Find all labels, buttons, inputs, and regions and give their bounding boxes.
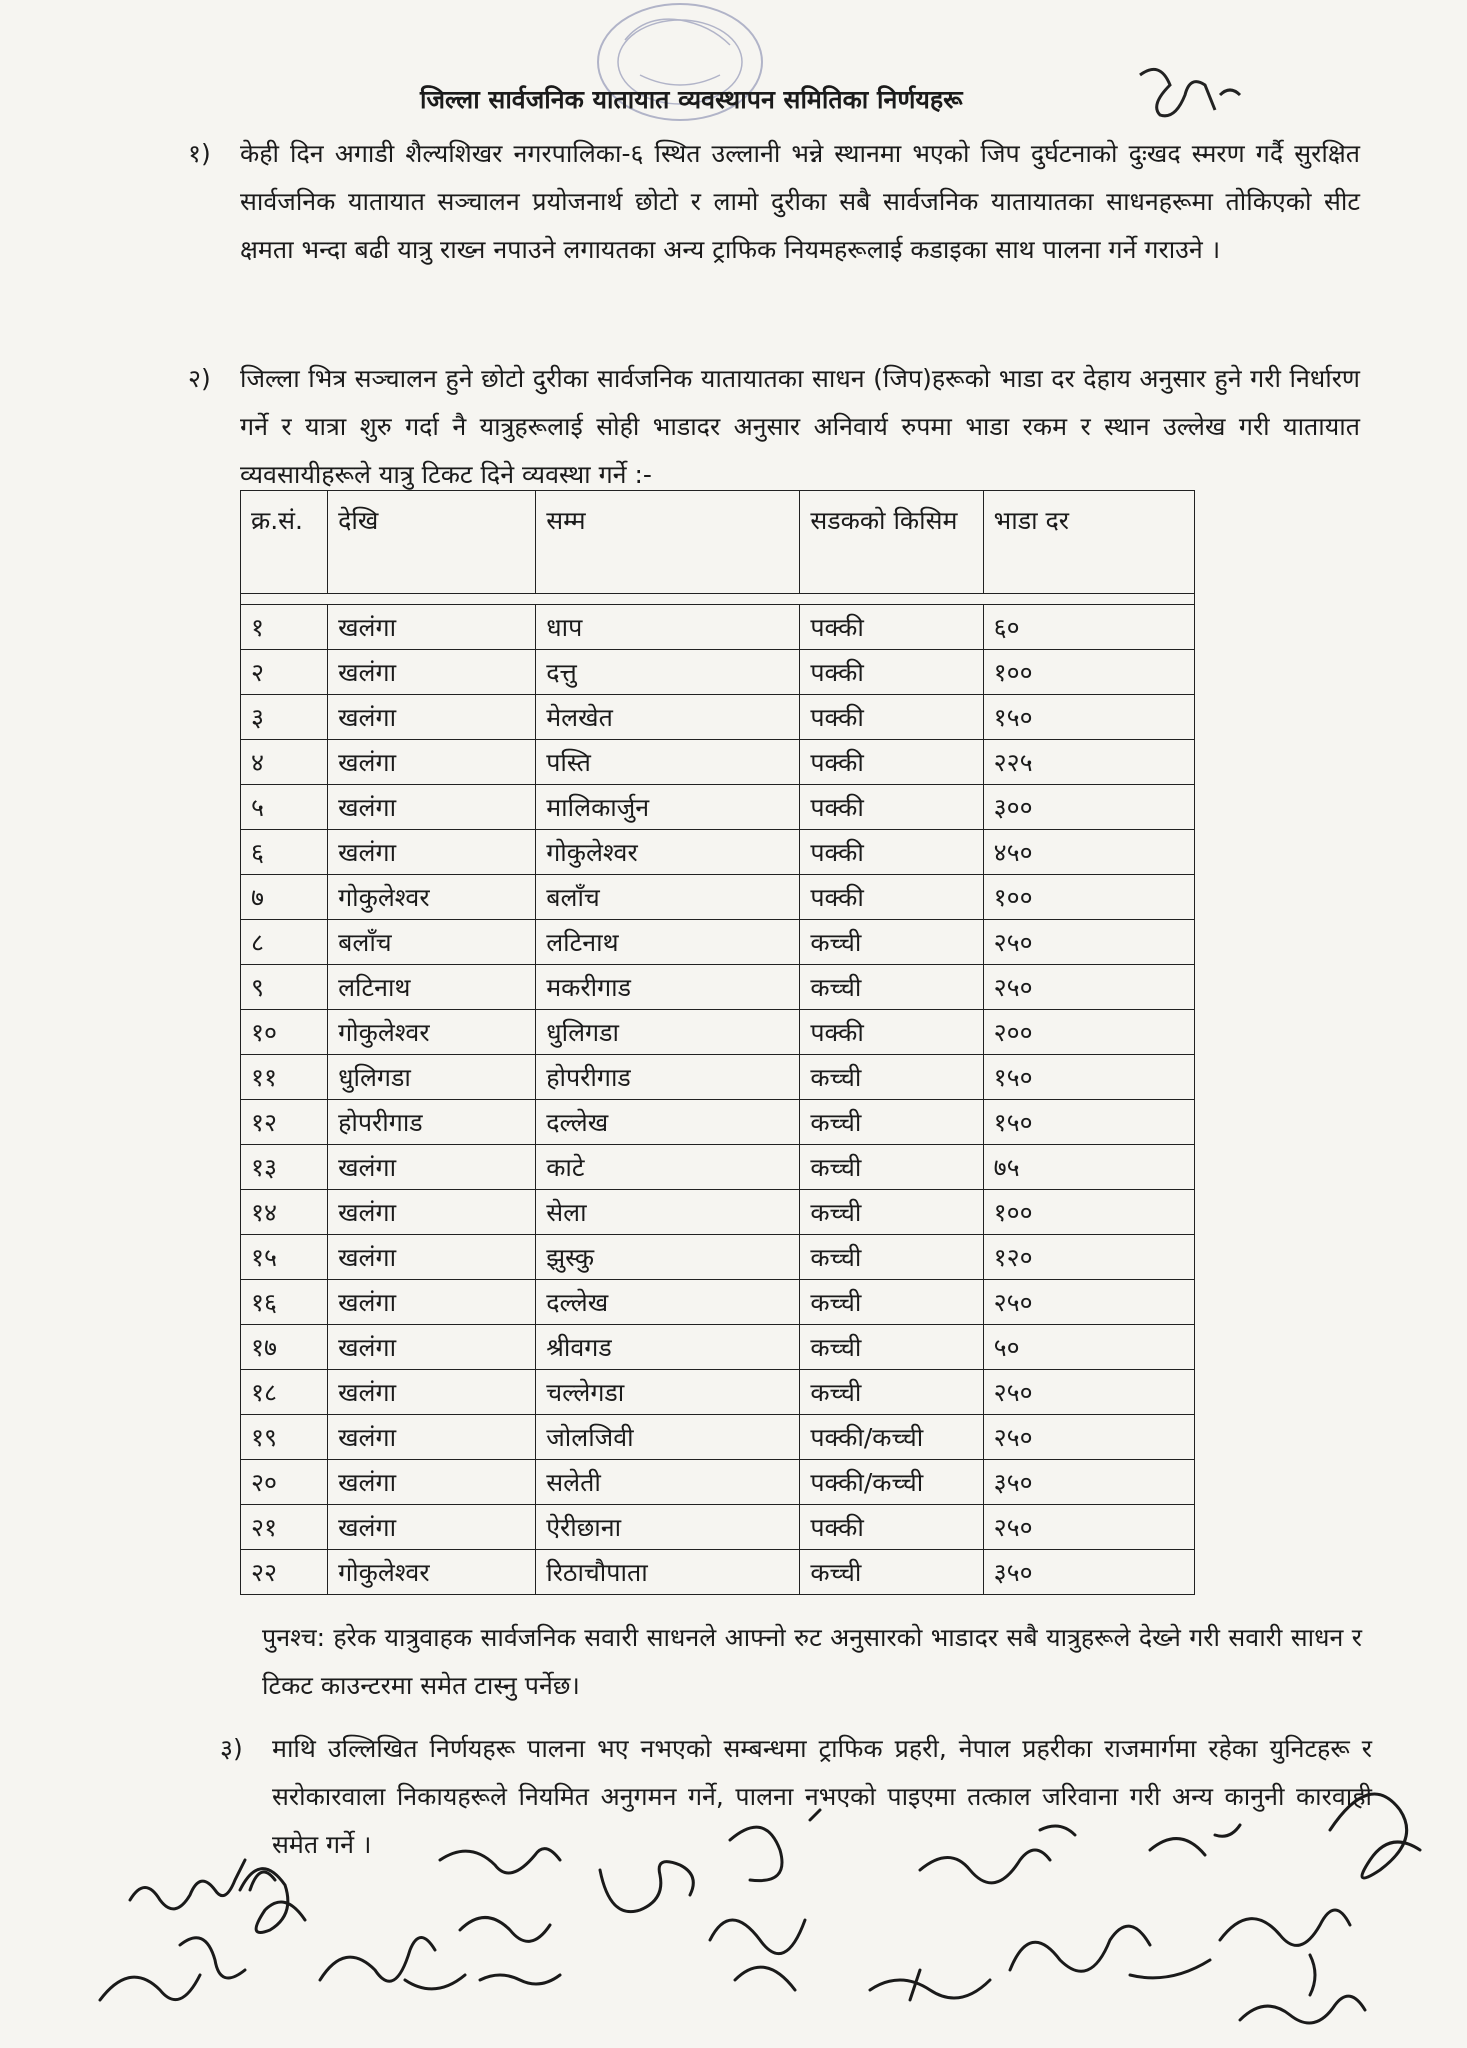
table-row [241,1460,1195,1505]
row-from: खलंगा [328,695,536,740]
table-row [241,1415,1195,1460]
fare-table-header-row [241,491,1195,594]
row-road-type: कच्ची [800,1370,983,1415]
decision-2 [188,355,1360,499]
row-serial: १७ [241,1325,328,1370]
row-to: मालिकार्जुन [536,785,800,830]
table-row [241,785,1195,830]
row-serial: ३ [241,695,328,740]
row-serial: १४ [241,1190,328,1235]
row-to: जोलजिवी [536,1415,800,1460]
row-fare: ३०० [983,785,1194,830]
row-to: दत्तु [536,650,800,695]
row-road-type: पक्की [800,605,983,650]
row-road-type: कच्ची [800,920,983,965]
row-to: श्रीवगड [536,1325,800,1370]
row-serial: १२ [241,1100,328,1145]
row-to: रिठाचौपाता [536,1550,800,1595]
row-road-type: पक्की [800,875,983,920]
row-serial: २१ [241,1505,328,1550]
postscript-note: पुनश्च: हरेक यात्रुवाहक सार्वजनिक सवारी साधनले आफ्नो रुट अनुसारको भाडादर सबै यात्रुहरूले देख्ने गरी सवारी साधन र टिकट काउन्टरमा समेत टास्नु पर्नेछ। [262,1623,1362,1700]
row-fare: १०० [983,875,1194,920]
row-from: खलंगा [328,830,536,875]
row-serial: ५ [241,785,328,830]
row-from: खलंगा [328,1505,536,1550]
row-from: खलंगा [328,740,536,785]
row-road-type: पक्की [800,650,983,695]
table-row [241,830,1195,875]
row-road-type: कच्ची [800,1055,983,1100]
row-from: खलंगा [328,1460,536,1505]
row-fare: ६० [983,605,1194,650]
row-serial: १३ [241,1145,328,1190]
table-row [241,1010,1195,1055]
decision-3-number: ३) [220,1734,243,1763]
row-serial: ८ [241,920,328,965]
row-serial: २२ [241,1550,328,1595]
row-fare: २५० [983,1505,1194,1550]
decision-3-text: माथि उल्लिखित निर्णयहरू पालना भए नभएको सम्बन्धमा ट्राफिक प्रहरी, नेपाल प्रहरीका राजमार्गमा रहेका युनिटहरू र सरोकारवाला निकायहरूले नियमित अनुगमन गर्ने, पालना नभएको पाइएमा तत्काल जरिवाना गरी अन्य कानुनी कारवाही समेत गर्ने । [272,1734,1372,1859]
row-serial: १५ [241,1235,328,1280]
table-row [241,1055,1195,1100]
row-to: मकरीगाड [536,965,800,1010]
decision-1-number: १) [188,139,211,168]
row-road-type: पक्की/कच्ची [800,1415,983,1460]
header-to: सम्म [536,491,800,594]
row-fare: २५० [983,1280,1194,1325]
row-fare: १५० [983,695,1194,740]
row-from: खलंगा [328,785,536,830]
row-road-type: कच्ची [800,1190,983,1235]
fare-table-body [241,605,1195,1595]
row-from: गोकुलेश्वर [328,1550,536,1595]
table-row [241,1100,1195,1145]
table-row [241,1235,1195,1280]
table-row [241,1505,1195,1550]
row-fare: २५० [983,1415,1194,1460]
table-row [241,875,1195,920]
row-to: दल्लेख [536,1100,800,1145]
table-row [241,740,1195,785]
committee-signatures [90,1780,1467,2048]
row-from: गोकुलेश्वर [328,875,536,920]
row-road-type: कच्ची [800,1325,983,1370]
row-road-type: पक्की [800,785,983,830]
table-row [241,1550,1195,1595]
row-to: सेला [536,1190,800,1235]
row-to: लटिनाथ [536,920,800,965]
row-from: खलंगा [328,1145,536,1190]
table-row [241,965,1195,1010]
row-road-type: कच्ची [800,1235,983,1280]
row-fare: २२५ [983,740,1194,785]
row-road-type: कच्ची [800,1280,983,1325]
row-serial: १८ [241,1370,328,1415]
row-from: बलाँच [328,920,536,965]
row-road-type: पक्की/कच्ची [800,1460,983,1505]
row-to: काटे [536,1145,800,1190]
row-to: पस्ति [536,740,800,785]
row-from: खलंगा [328,605,536,650]
row-from: खलंगा [328,1325,536,1370]
row-road-type: पक्की [800,1505,983,1550]
row-road-type: कच्ची [800,1145,983,1190]
row-serial: ७ [241,875,328,920]
decision-2-text: जिल्ला भित्र सञ्चालन हुने छोटो दुरीका सार्वजनिक यातायातका साधन (जिप)हरूको भाडा दर देहाय अनुसार हुने गरी निर्धारण गर्ने र यात्रा शुरु गर्दा नै यात्रुहरूलाई सोही भाडादर अनुसार अनिवार्य रुपमा भाडा रकम र स्थान उल्लेख गरी यातायात व्यवसायीहरूले यात्रु टिकट दिने व्यवस्था गर्ने :- [240,364,1360,489]
row-to: सलेती [536,1460,800,1505]
header-road-type: सडकको किसिम [800,491,983,594]
row-serial: ४ [241,740,328,785]
table-row [241,650,1195,695]
row-road-type: पक्की [800,1010,983,1055]
row-to: चल्लेगडा [536,1370,800,1415]
row-to: धाप [536,605,800,650]
table-row [241,1190,1195,1235]
row-serial: १ [241,605,328,650]
header-from: देखि [328,491,536,594]
document-title: जिल्ला सार्वजनिक यातायात व्यवस्थापन समितिका निर्णयहरू [420,85,963,114]
row-fare: १०० [983,650,1194,695]
row-to: होपरीगाड [536,1055,800,1100]
row-fare: २५० [983,920,1194,965]
row-road-type: पक्की [800,830,983,875]
decision-2-number: २) [188,364,211,393]
row-road-type: कच्ची [800,1100,983,1145]
row-from: खलंगा [328,1235,536,1280]
row-serial: ९ [241,965,328,1010]
row-fare: ३५० [983,1550,1194,1595]
header-serial: क्र.सं. [241,491,328,594]
row-fare: १२० [983,1235,1194,1280]
row-road-type: कच्ची [800,1550,983,1595]
row-to: बलाँच [536,875,800,920]
row-fare: १५० [983,1055,1194,1100]
row-to: मेलखेत [536,695,800,740]
row-fare: ४५० [983,830,1194,875]
header-gap [241,594,1195,605]
row-serial: ६ [241,830,328,875]
table-row [241,920,1195,965]
row-serial: ११ [241,1055,328,1100]
table-row [241,1280,1195,1325]
header-fare: भाडा दर [983,491,1194,594]
table-row [241,1370,1195,1415]
row-from: होपरीगाड [328,1100,536,1145]
row-from: गोकुलेश्वर [328,1010,536,1055]
row-serial: १६ [241,1280,328,1325]
row-serial: १० [241,1010,328,1055]
row-fare: २५० [983,1370,1194,1415]
row-to: झुस्कु [536,1235,800,1280]
row-fare: २०० [983,1010,1194,1055]
decision-1-text: केही दिन अगाडी शैल्यशिखर नगरपालिका-६ स्थित उल्लानी भन्ने स्थानमा भएको जिप दुर्घटनाको दुःखद स्मरण गर्दै सुरक्षित सार्वजनिक यातायात सञ्चालन प्रयोजनार्थ छोटो र लामो दुरीका सबै सार्वजनिक यातायातका साधनहरूमा तोकिएको सीट क्षमता भन्दा बढी यात्रु राख्न नपाउने लगायतका अन्य ट्राफिक नियमहरूलाई कडाइका साथ पालना गर्ने गराउने । [240,139,1360,264]
row-road-type: पक्की [800,740,983,785]
row-from: खलंगा [328,650,536,695]
table-row [241,695,1195,740]
table-row [241,605,1195,650]
row-road-type: पक्की [800,695,983,740]
row-from: खलंगा [328,1415,536,1460]
row-fare: ५० [983,1325,1194,1370]
initial-mark [1120,55,1260,125]
row-to: दल्लेख [536,1280,800,1325]
row-to: धुलिगडा [536,1010,800,1055]
row-road-type: कच्ची [800,965,983,1010]
row-from: खलंगा [328,1370,536,1415]
row-to: गोकुलेश्वर [536,830,800,875]
row-from: लटिनाथ [328,965,536,1010]
row-from: धुलिगडा [328,1055,536,1100]
row-from: खलंगा [328,1190,536,1235]
row-fare: १०० [983,1190,1194,1235]
fare-table [240,490,1195,1595]
row-fare: २५० [983,965,1194,1010]
row-fare: १५० [983,1100,1194,1145]
row-serial: २० [241,1460,328,1505]
row-from: खलंगा [328,1280,536,1325]
decision-1 [188,130,1360,274]
table-row [241,1145,1195,1190]
row-to: ऐरीछाना [536,1505,800,1550]
row-fare: ३५० [983,1460,1194,1505]
row-serial: २ [241,650,328,695]
row-fare: ७५ [983,1145,1194,1190]
office-stamp [585,0,775,150]
table-row [241,1325,1195,1370]
row-serial: १९ [241,1415,328,1460]
